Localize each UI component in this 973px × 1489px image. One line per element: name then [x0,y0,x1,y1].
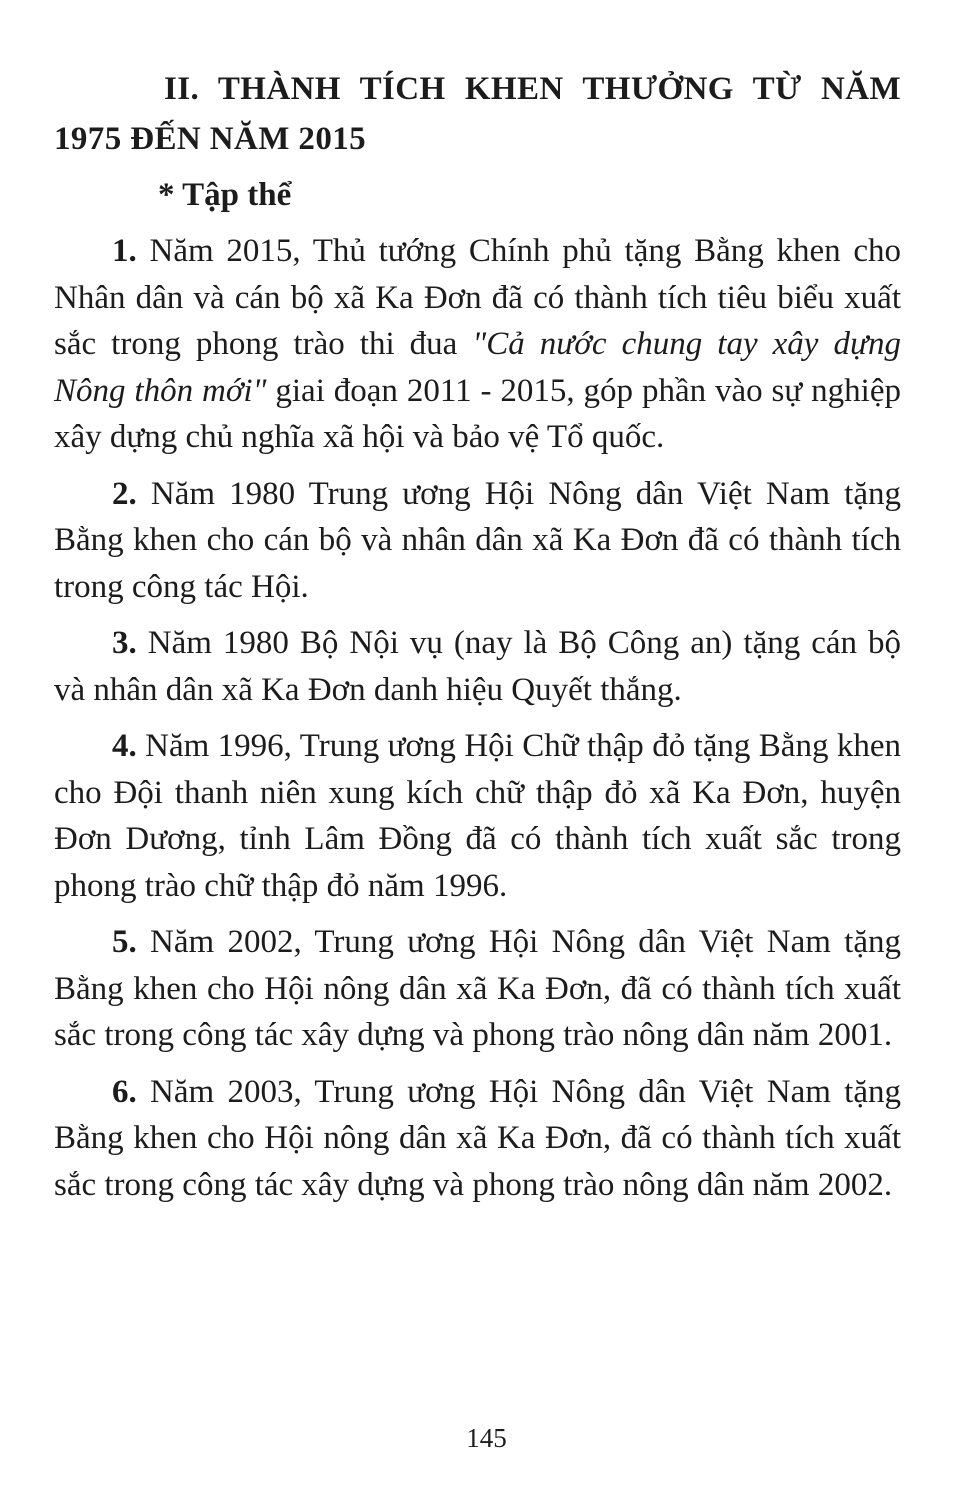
item-number: 2. [112,475,137,512]
item-text: Năm 2002, Trung ương Hội Nông dân Việt Nam tặng Bằng khen cho Hội nông dân xã Ka Đơn, đã có thành tích xuất sắc trong công tác xây dựng và phong trào nông dân năm 2001. [54,924,901,1053]
item-text: Năm 2003, Trung ương Hội Nông dân Việt Nam tặng Bằng khen cho Hội nông dân xã Ka Đơn, đã có thành tích xuất sắc trong công tác xây dựng và phong trào nông dân năm 2002. [54,1073,901,1203]
item-number: 1. [112,233,137,269]
item-text: giai đoạn 2011 - 2015, góp phần vào sự nghiệp xây dựng chủ nghĩa xã hội và bảo vệ Tổ quốc. [54,372,902,455]
section-heading: II. THÀNH TÍCH KHEN THƯỞNG TỪ NĂM 1975 ĐẾN NĂM 2015 [54,71,901,157]
item-number: 5. [112,924,137,960]
item-number: 3. [112,625,137,661]
list-item [54,1069,901,1209]
list-item [54,919,901,1059]
item-text: Năm 2015, Thủ tướng Chính phủ tặng Bằng khen cho Nhân dân và cán bộ xã Ka Đơn đã có thành tích tiêu biểu xuất sắc trong phong trào thi đua [54,233,901,362]
subsection-heading: * Tập thể [158,177,292,213]
list-item [54,620,901,713]
item-number: 6. [112,1073,137,1110]
item-quote: "Cả nước chung tay xây dựng Nông thôn mới" [54,326,901,409]
item-text: Năm 1980 Trung ương Hội Nông dân Việt Nam tặng Bằng khen cho cán bộ và nhân dân xã Ka Đơn đã có thành tích trong công tác Hội. [54,475,901,605]
item-text: Năm 1980 Bộ Nội vụ (nay là Bộ Công an) tặng cán bộ và nhân dân xã Ka Đơn danh hiệu Quyết thắng. [54,625,901,708]
list-item [54,228,901,461]
page-number: 145 [466,1423,507,1453]
item-number: 4. [112,728,137,764]
item-text: Năm 1996, Trung ương Hội Chữ thập đỏ tặng Bằng khen cho Đội thanh niên xung kích chữ thập đỏ xã Ka Đơn, huyện Đơn Dương, tỉnh Lâm Đồng đã có thành tích xuất sắc trong phong trào chữ thập đỏ năm 1996. [54,728,901,904]
list-item [54,723,901,909]
list-item [54,471,901,611]
